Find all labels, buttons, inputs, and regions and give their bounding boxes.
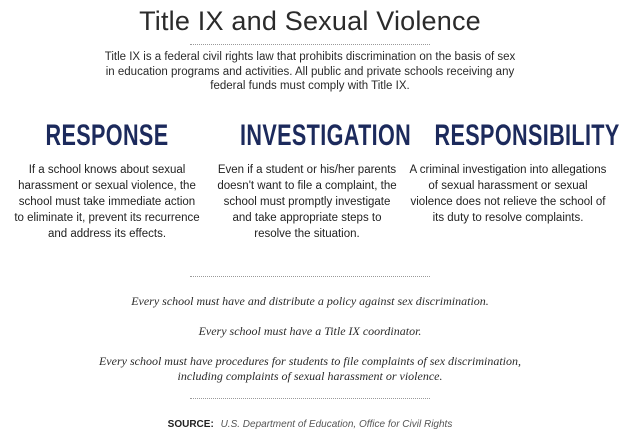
- top-divider: [190, 44, 430, 45]
- column-responsibility: [406, 118, 620, 226]
- requirement-policy: Every school must have and distribute a policy against sex discrimination.: [131, 294, 489, 308]
- middle-divider: [190, 276, 430, 277]
- column-heading-investigation: INVESTIGATION: [240, 119, 412, 152]
- source-line: [0, 418, 620, 431]
- bottom-divider: [190, 398, 430, 399]
- intro-paragraph: Title IX is a federal civil rights law that prohibits discrimination on the basis of sex in education programs and activities. All public and private schools receiving any federal funds must comply with Title IX.: [104, 51, 516, 92]
- column-investigation: [214, 118, 412, 242]
- page-title: Title IX and Sexual Violence: [139, 6, 481, 36]
- column-text-responsibility: A criminal investigation into allegations of sexual harassment or sexual violence does not relieve the school of its duty to resolve complaints.: [409, 164, 607, 224]
- column-text-investigation: Even if a student or his/her parents doesn't want to file a complaint, the school must promptly investigate and take appropriate steps to resolve the situation.: [217, 164, 397, 240]
- source-label: SOURCE:: [167, 419, 214, 430]
- source-text: U.S. Department of Education, Office for Civil Rights: [220, 419, 453, 430]
- requirement-coordinator: Every school must have a Title IX coordinator.: [198, 324, 422, 338]
- column-heading-responsibility: RESPONSIBILITY: [434, 119, 620, 152]
- column-text-response: If a school knows about sexual harassment or sexual violence, the school must take immediate action to eliminate it, prevent its recurrence and address its effects.: [14, 164, 200, 240]
- requirement-procedures: Every school must have procedures for students to file complaints of sex discrimination, including complaints of sexual harassment or violence.: [98, 354, 522, 383]
- column-heading-response: RESPONSE: [45, 119, 169, 152]
- column-response: [14, 118, 200, 242]
